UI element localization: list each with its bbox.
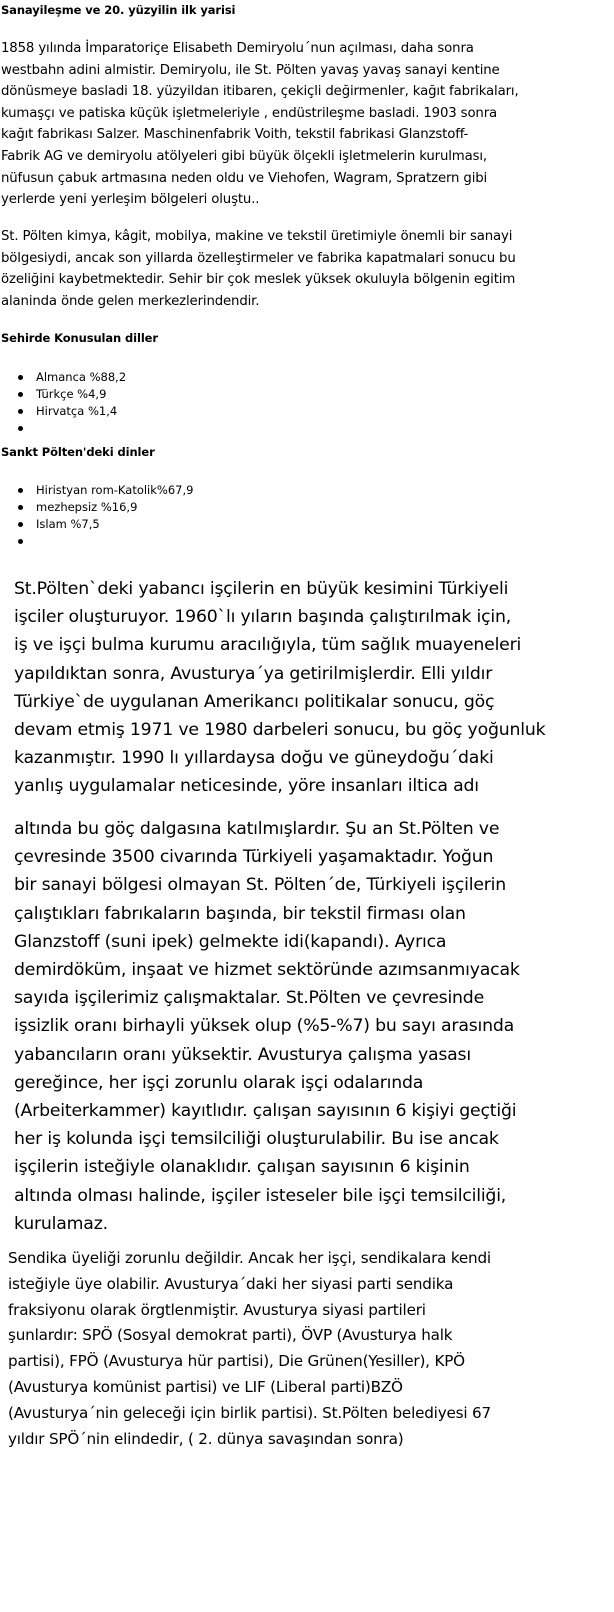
text-line: gereğince, her işçi zorunlu olarak işçi odalarında xyxy=(14,1072,424,1093)
text-line: bölgesiydi, ancak son yillarda özelleştirmeler ve fabrika kapatmalari sonucu bu xyxy=(1,250,516,266)
text-line: dönüsmeye basladi 18. yüzyildan itibaren, çekiçli değirmenler, kağıt fabrikaları, xyxy=(1,84,519,100)
text-line: yabancıların oranı yüksektir. Avusturya çalışma yasası xyxy=(14,1044,471,1065)
text-line: demirdöküm, inşaat ve hizmet sektöründe azımsanmıyacak xyxy=(14,960,520,981)
text-line: kazanmıştır. 1990 lı yıllardaysa doğu ve güneydoğu´daki xyxy=(14,748,494,769)
text-line: işsizlik oranı birhayli yüksek olup (%5-%7) bu sayı arasında xyxy=(14,1016,515,1037)
text-line: Fabrik AG ve demiryolu atölyeleri gibi büyük ölçekli işletmelerin kurulması, xyxy=(1,148,487,164)
religions-list xyxy=(16,482,193,550)
text-line: kumaşçı ve patiska küçük işletmeleriyle , endüstrileşme basladi. 1903 sonra xyxy=(1,105,498,121)
list-item-text: mezhepsiz %16,9 xyxy=(36,500,138,514)
list-item xyxy=(16,516,193,533)
text-line: fraksiyonu olarak örgtlenmiştir. Avusturya siyasi partileri xyxy=(8,1300,426,1319)
text-line: özeliğini kaybetmektedir. Sehir bir çok meslek yüksek okuluyla bölgenin egitim xyxy=(1,272,516,288)
text-line: bir sanayi bölgesi olmayan St. Pölten´de, Türkiyeli işçilerin xyxy=(14,875,507,896)
bullet-icon xyxy=(18,522,23,527)
list-item xyxy=(16,420,126,437)
list-item-text: Islam %7,5 xyxy=(36,517,100,531)
text-line: St.Pölten`deki yabancı işçilerin en büyük kesimini Türkiyeli xyxy=(14,579,509,599)
text-line: altında olması halinde, işçiler isteseler bile işçi temsilciliği, xyxy=(14,1185,507,1206)
text-line: çevresinde 3500 civarında Türkiyeli yaşamaktadır. Yoğun xyxy=(14,847,494,868)
bullet-icon xyxy=(18,505,23,510)
industry-region-paragraph xyxy=(1,226,609,312)
list-item xyxy=(16,533,193,550)
text-line: kurulamaz. xyxy=(14,1213,108,1234)
text-line: 1858 yılında İmparatoriçe Elisabeth Demiryolu´nun açılması, daha sonra xyxy=(1,41,474,56)
text-line: yıldır SPÖ´nin elindedir, ( 2. dünya savaşından sonra) xyxy=(8,1429,404,1448)
list-item-text: Hiristyan rom-Katolik%67,9 xyxy=(36,483,194,497)
text-line: yanlış uygulamalar neticesinde, yöre insanları iltica adı xyxy=(14,776,479,797)
text-line: partisi), FPÖ (Avusturya hür partisi), Die Grünen(Yesiller), KPÖ xyxy=(8,1352,465,1371)
text-line: altında bu göç dalgasına katılmışlardır. Şu an St.Pölten ve xyxy=(14,819,500,839)
languages-list xyxy=(16,369,126,437)
list-item xyxy=(16,499,193,516)
text-line: işçilerin isteğiyle olanaklıdır. çalışan sayısının 6 kişinin xyxy=(14,1157,470,1178)
text-line: St. Pölten kimya, kâgit, mobilya, makine ve tekstil üretimiyle önemli bir sanayi xyxy=(1,229,513,244)
list-item xyxy=(16,482,193,499)
list-item-text: Türkçe %4,9 xyxy=(36,387,107,401)
text-line: Glanzstoff (suni ipek) gelmekte idi(kapandı). Ayrıca xyxy=(14,931,447,952)
text-line: (Avusturya´nin geleceği için birlik partisi). St.Pölten belediyesi 67 xyxy=(8,1403,491,1422)
list-item-text: Almanca %88,2 xyxy=(36,370,127,384)
turkish-workers-paragraph xyxy=(14,575,604,801)
bullet-icon xyxy=(18,426,23,431)
text-line: iş ve işçi bulma kurumu aracılığıyla, tüm sağlık muayeneleri xyxy=(14,635,522,656)
text-line: her iş kolunda işçi temsilciliği oluşturulabilir. Bu ise ancak xyxy=(14,1129,499,1150)
text-line: (Arbeiterkammer) kayıtlıdır. çalışan sayısının 6 kişiyi geçtiği xyxy=(14,1101,517,1122)
text-line: yapıldıktan sonra, Avusturya´ya getirilmişlerdir. Elli yıldır xyxy=(14,663,493,684)
text-line: sayıda işçilerimiz çalışmaktalar. St.Pölten ve çevresinde xyxy=(14,988,485,1009)
union-paragraph xyxy=(8,1246,608,1452)
text-line: işciler oluşturuyor. 1960`lı yıların başında çalıştırılmak için, xyxy=(14,607,512,628)
text-line: çalıştıkları fabrıkaların başında, bir tekstil firması olan xyxy=(14,903,466,924)
section-heading-religions: Sankt Pölten'deki dinler xyxy=(1,445,155,459)
text-line: (Avusturya komünist partisi) ve LIF (Liberal parti)BZÖ xyxy=(8,1377,403,1396)
list-item xyxy=(16,386,126,403)
text-line: yerlerde yeni yerleşim bölgeleri oluştu.. xyxy=(1,192,260,208)
list-item xyxy=(16,369,126,386)
migration-paragraph xyxy=(14,815,604,1238)
bullet-icon xyxy=(18,409,23,414)
section-heading-industrialization: Sanayileşme ve 20. yüzyilin ilk yarisi xyxy=(1,3,236,17)
bullet-icon xyxy=(18,488,23,493)
bullet-icon xyxy=(18,539,23,544)
list-item xyxy=(16,403,126,420)
text-line: kağıt fabrikası Salzer. Maschinenfabrik Voith, tekstil fabrikasi Glanzstoff- xyxy=(1,127,469,143)
text-line: nüfusun çabuk artmasına neden oldu ve Viehofen, Wagram, Spratzern gibi xyxy=(1,170,488,186)
text-line: Türkiye`de uygulanan Amerikancı politikalar sonucu, göç xyxy=(14,691,495,712)
bullet-icon xyxy=(18,375,23,380)
text-line: şunlardır: SPÖ (Sosyal demokrat parti), ÖVP (Avusturya halk xyxy=(8,1326,453,1345)
text-line: alaninda önde gelen merkezlerindendir. xyxy=(1,293,260,309)
text-line: Sendika üyeliği zorunlu değildir. Ancak her işçi, sendikalara kendi xyxy=(8,1249,491,1267)
bullet-icon xyxy=(18,392,23,397)
text-line: devam etmiş 1971 ve 1980 darbeleri sonucu, bu göç yoğunluk xyxy=(14,720,546,741)
text-line: westbahn adini almistir. Demiryolu, ile St. Pölten yavaş yavaş sanayi kentine xyxy=(1,62,500,78)
section-heading-languages: Sehirde Konusulan diller xyxy=(1,331,158,345)
industrialization-paragraph xyxy=(1,38,609,211)
text-line: isteğiyle üye olabilir. Avusturya´daki her siyasi parti sendika xyxy=(8,1274,454,1293)
list-item-text: Hirvatça %1,4 xyxy=(36,404,118,418)
